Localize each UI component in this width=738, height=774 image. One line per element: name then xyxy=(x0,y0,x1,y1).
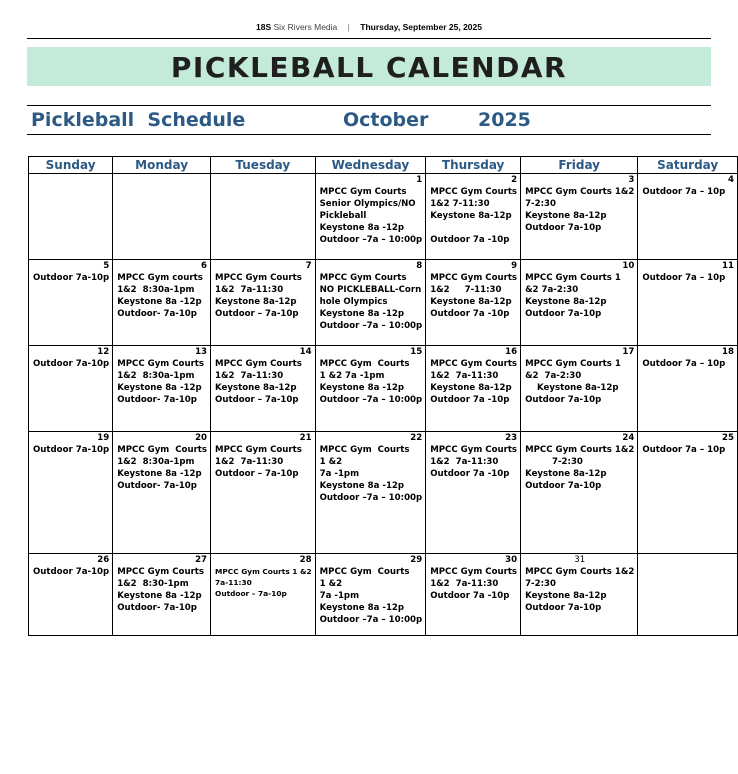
day-cell-20 xyxy=(113,432,211,554)
schedule-line: 1&2 8:30-1pm xyxy=(117,579,189,589)
weekday-wednesday: Wednesday xyxy=(315,157,426,174)
day-cell-10 xyxy=(521,260,638,346)
day-number: 4 xyxy=(728,175,734,185)
schedule-line: Keystone 8a -12p xyxy=(117,469,202,479)
day-number: 7 xyxy=(305,261,312,271)
page-number: 18S xyxy=(256,22,272,32)
schedule-title: Pickleball Schedule xyxy=(31,109,246,131)
day-number: 22 xyxy=(410,433,423,443)
day-number: 30 xyxy=(505,555,518,565)
publication-name: Six Rivers Media xyxy=(273,22,338,32)
schedule-line: Senior Olympics/NO xyxy=(319,199,416,209)
day-number: 19 xyxy=(97,433,110,443)
day-cell-22 xyxy=(315,432,426,554)
schedule-line: 7-2:30 xyxy=(525,579,556,589)
schedule-line: Outdoor –7a – 10:00p xyxy=(319,395,423,405)
banner-title: PICKLEBALL CALENDAR xyxy=(170,51,568,84)
day-cell-13 xyxy=(113,346,211,432)
schedule-line: 7a -1pm xyxy=(319,591,360,601)
day-number: 25 xyxy=(722,433,734,443)
schedule-line: MPCC Gym Courts xyxy=(117,359,205,369)
day-cell-14 xyxy=(211,346,316,432)
schedule-line: 1&2 8:30a-1pm xyxy=(117,371,195,381)
title-banner xyxy=(27,47,711,86)
schedule-line: Outdoor – 7a-10p xyxy=(215,395,299,405)
schedule-line: Outdoor 7a-10p xyxy=(33,273,110,283)
day-cell-2 xyxy=(426,174,521,260)
schedule-line: Outdoor- 7a-10p xyxy=(117,395,197,405)
day-number: 28 xyxy=(299,555,312,565)
schedule-line: 7a -1pm xyxy=(319,469,360,479)
day-cell-18 xyxy=(638,346,738,432)
schedule-line: 1&2 8:30a-1pm xyxy=(117,457,195,467)
top-rule xyxy=(27,38,711,39)
day-cell-1 xyxy=(315,174,426,260)
day-number: 8 xyxy=(416,261,423,271)
day-number: 20 xyxy=(195,433,208,443)
schedule-line: &2 7a-2:30 xyxy=(525,371,582,381)
weekday-thursday: Thursday xyxy=(426,157,521,174)
day-number: 3 xyxy=(628,175,635,185)
schedule-line: Keystone 8a-12p xyxy=(430,297,512,307)
day-cell-21 xyxy=(211,432,316,554)
schedule-line: Outdoor – 7a-10p xyxy=(215,469,299,479)
schedule-line: Outdoor 7a – 10p xyxy=(642,273,726,283)
day-number: 21 xyxy=(299,433,312,443)
day-cell-16 xyxy=(426,346,521,432)
day-cell-15 xyxy=(315,346,426,432)
schedule-line: Keystone 8a-12p xyxy=(215,297,297,307)
schedule-line: Keystone 8a -12p xyxy=(117,591,202,601)
day-cell-17 xyxy=(521,346,638,432)
calendar-week-row xyxy=(29,554,738,636)
schedule-line: Outdoor 7a -10p xyxy=(430,235,510,245)
day-number: 27 xyxy=(195,555,208,565)
day-number: 31 xyxy=(574,555,586,565)
day-number: 14 xyxy=(299,347,312,357)
schedule-line: Keystone 8a -12p xyxy=(319,223,405,233)
schedule-line: Outdoor 7a-10p xyxy=(525,603,602,613)
schedule-line: MPCC Gym Courts xyxy=(430,567,518,577)
schedule-line: Outdoor 7a-10p xyxy=(525,309,602,319)
schedule-line: 1&2 7-11:30 xyxy=(430,285,502,295)
schedule-line: Outdoor 7a -10p xyxy=(430,469,510,479)
schedule-line: Outdoor 7a -10p xyxy=(430,395,510,405)
day-number: 1 xyxy=(416,175,423,185)
schedule-line: 1 &2 xyxy=(319,457,343,467)
schedule-line: 1&2 8:30a-1pm xyxy=(117,285,195,295)
calendar-week-row xyxy=(29,260,738,346)
schedule-line: Outdoor 7a-10p xyxy=(525,481,602,491)
day-number: 5 xyxy=(103,261,110,271)
calendar-week-row xyxy=(29,174,738,260)
weekday-saturday: Saturday xyxy=(638,157,738,174)
schedule-line: Pickleball xyxy=(319,211,367,221)
schedule-line: MPCC Gym Courts xyxy=(117,567,205,577)
day-number: 9 xyxy=(511,261,518,271)
day-number: 10 xyxy=(622,261,635,271)
day-cell-31 xyxy=(521,554,638,636)
day-cell-7 xyxy=(211,260,316,346)
schedule-line: MPCC Gym Courts xyxy=(319,187,407,197)
schedule-line: 1 &2 xyxy=(319,579,343,589)
schedule-line: 1&2 7-11:30 xyxy=(430,199,490,209)
day-cell-27 xyxy=(113,554,211,636)
calendar-week-row xyxy=(29,432,738,554)
schedule-line: Keystone 8a -12p xyxy=(319,309,405,319)
schedule-line: MPCC Gym Courts xyxy=(319,273,407,283)
schedule-line: Outdoor 7a -10p xyxy=(430,309,510,319)
schedule-line: Keystone 8a-12p xyxy=(430,383,512,393)
day-number: 11 xyxy=(722,261,734,271)
day-cell-11 xyxy=(638,260,738,346)
schedule-line: MPCC Gym courts xyxy=(117,273,203,283)
schedule-line: Keystone 8a-12p xyxy=(525,211,607,221)
folio-separator: | xyxy=(347,22,350,32)
schedule-line: Outdoor 7a – 10p xyxy=(642,187,726,197)
schedule-line: MPCC Gym Courts 1 xyxy=(525,273,621,283)
empty-day-cell xyxy=(211,174,316,260)
schedule-line: 1&2 7a-11:30 xyxy=(215,371,284,381)
schedule-line: Outdoor 7a-10p xyxy=(525,223,602,233)
schedule-line xyxy=(430,222,517,234)
schedule-line: MPCC Gym Courts xyxy=(430,359,518,369)
empty-day-cell xyxy=(29,174,113,260)
schedule-line: MPCC Gym Courts xyxy=(430,445,518,455)
day-cell-30 xyxy=(426,554,521,636)
schedule-year: 2025 xyxy=(478,109,531,131)
empty-day-cell xyxy=(113,174,211,260)
schedule-line: 7a-11:30 xyxy=(215,578,252,587)
schedule-line: Keystone 8a-12p xyxy=(525,469,607,479)
schedule-line: MPCC Gym Courts xyxy=(117,445,208,455)
issue-date: Thursday, September 25, 2025 xyxy=(360,22,482,32)
schedule-line: MPCC Gym Courts xyxy=(430,273,518,283)
day-cell-12 xyxy=(29,346,113,432)
schedule-line: Keystone 8a -12p xyxy=(319,481,405,491)
schedule-line: MPCC Gym Courts xyxy=(319,567,410,577)
day-cell-4 xyxy=(638,174,738,260)
schedule-line: Keystone 8a-12p xyxy=(215,383,297,393)
day-cell-9 xyxy=(426,260,521,346)
day-cell-24 xyxy=(521,432,638,554)
schedule-line: Keystone 8a -12p xyxy=(319,383,405,393)
schedule-line: Outdoor- 7a-10p xyxy=(117,481,197,491)
day-cell-29 xyxy=(315,554,426,636)
schedule-line: MPCC Gym Courts 1&2 xyxy=(525,445,635,455)
schedule-line: Keystone 8a-12p xyxy=(525,297,607,307)
calendar-grid xyxy=(28,156,738,636)
schedule-line: Outdoor –7a – 10:00p xyxy=(319,493,423,503)
schedule-line: MPCC Gym Courts xyxy=(215,445,302,455)
schedule-line: Keystone 8a -12p xyxy=(117,383,202,393)
schedule-line: 1&2 7a-11:30 xyxy=(430,579,499,589)
schedule-line: 1&2 7a-11:30 xyxy=(430,371,499,381)
schedule-line: Keystone 8a-12p xyxy=(525,383,619,393)
schedule-line: Outdoor 7a-10p xyxy=(33,567,110,577)
day-cell-5 xyxy=(29,260,113,346)
schedule-line: &2 7a-2:30 xyxy=(525,285,579,295)
schedule-line: MPCC Gym Courts xyxy=(319,359,410,369)
weekday-sunday: Sunday xyxy=(29,157,113,174)
schedule-line: MPCC Gym Courts xyxy=(215,359,302,369)
schedule-line: Outdoor 7a-10p xyxy=(33,445,110,455)
schedule-line: Outdoor –7a – 10:00p xyxy=(319,321,423,331)
schedule-line: MPCC Gym Courts 1&2 xyxy=(525,187,635,197)
schedule-line: Keystone 8a -12p xyxy=(319,603,405,613)
day-number: 2 xyxy=(511,175,518,185)
weekday-tuesday: Tuesday xyxy=(211,157,316,174)
schedule-month: October xyxy=(343,109,429,131)
empty-day-cell xyxy=(638,554,738,636)
day-cell-8 xyxy=(315,260,426,346)
calendar-week-row xyxy=(29,346,738,432)
schedule-line: 7-2:30 xyxy=(525,199,556,209)
day-number: 16 xyxy=(505,347,518,357)
schedule-line: NO PICKLEBALL-Corn xyxy=(319,285,422,295)
schedule-line: 1&2 7a-11:30 xyxy=(215,285,284,295)
schedule-line: MPCC Gym Courts 1 &2 xyxy=(215,567,312,576)
day-number: 18 xyxy=(722,347,734,357)
day-number: 17 xyxy=(622,347,635,357)
day-number: 15 xyxy=(410,347,423,357)
schedule-line: 1 &2 7a -1pm xyxy=(319,371,385,381)
schedule-line: MPCC Gym Courts xyxy=(319,445,410,455)
schedule-line: Keystone 8a -12p xyxy=(117,297,202,307)
day-cell-23 xyxy=(426,432,521,554)
day-cell-28 xyxy=(211,554,316,636)
day-number: 12 xyxy=(97,347,110,357)
weekday-header-row xyxy=(29,157,738,174)
schedule-line: Outdoor- 7a-10p xyxy=(117,309,197,319)
weekday-friday: Friday xyxy=(521,157,638,174)
day-number: 26 xyxy=(97,555,110,565)
schedule-line: Outdoor 7a – 10p xyxy=(642,445,726,455)
day-number: 6 xyxy=(201,261,208,271)
page-folio xyxy=(0,22,738,32)
day-number: 29 xyxy=(410,555,423,565)
schedule-line: 7-2:30 xyxy=(525,457,583,467)
schedule-line: Outdoor – 7a-10p xyxy=(215,589,287,598)
schedule-line: Outdoor –7a – 10:00p xyxy=(319,235,423,245)
schedule-line: Outdoor 7a-10p xyxy=(525,395,602,405)
day-number: 24 xyxy=(622,433,635,443)
schedule-line: Outdoor 7a – 10p xyxy=(642,359,726,369)
schedule-line: Outdoor- 7a-10p xyxy=(117,603,197,613)
day-cell-26 xyxy=(29,554,113,636)
day-number: 13 xyxy=(195,347,208,357)
weekday-monday: Monday xyxy=(113,157,211,174)
schedule-line: Keystone 8a-12p xyxy=(430,211,512,221)
schedule-line: Outdoor 7a -10p xyxy=(430,591,510,601)
schedule-line: Outdoor 7a-10p xyxy=(33,359,110,369)
schedule-line: Keystone 8a-12p xyxy=(525,591,607,601)
day-cell-3 xyxy=(521,174,638,260)
schedule-line: hole Olympics xyxy=(319,297,388,307)
schedule-line: MPCC Gym Courts 1 xyxy=(525,359,621,369)
schedule-line: 1&2 7a-11:30 xyxy=(215,457,284,467)
schedule-line: Outdoor – 7a-10p xyxy=(215,309,299,319)
schedule-line: MPCC Gym Courts 1&2 xyxy=(525,567,635,577)
day-cell-6 xyxy=(113,260,211,346)
schedule-line: 1&2 7a-11:30 xyxy=(430,457,499,467)
schedule-line: MPCC Gym Courts xyxy=(430,187,518,197)
day-cell-25 xyxy=(638,432,738,554)
schedule-line: MPCC Gym Courts xyxy=(215,273,302,283)
schedule-line: Outdoor –7a – 10:00p xyxy=(319,615,423,625)
day-number: 23 xyxy=(505,433,518,443)
day-cell-19 xyxy=(29,432,113,554)
subheader-bottom-rule xyxy=(27,134,711,135)
